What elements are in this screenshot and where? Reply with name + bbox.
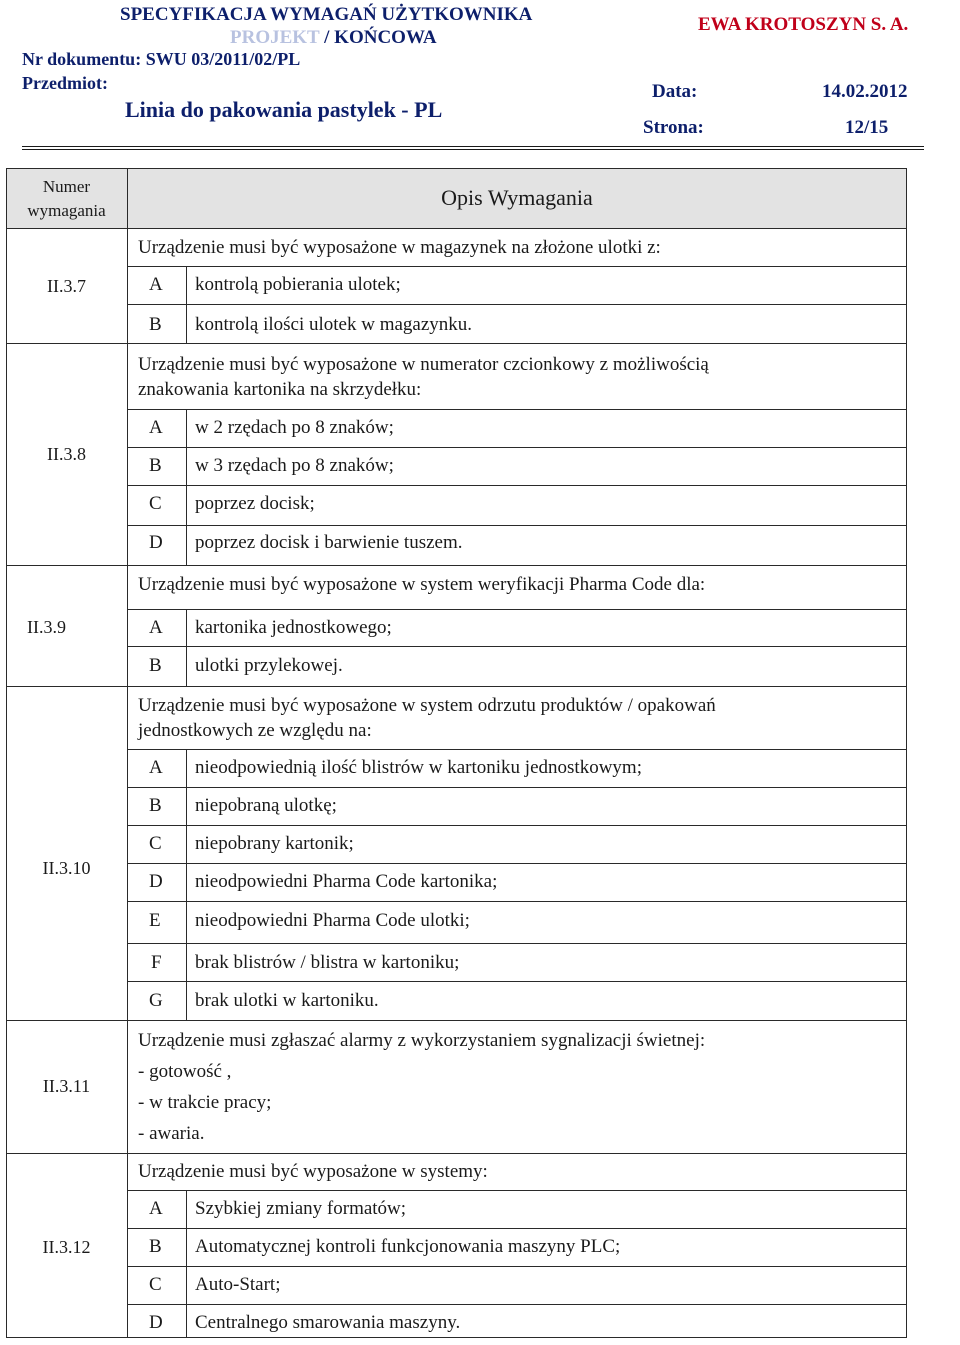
option-text: nieodpowiednią ilość blistrów w kartoniku jednostkowym; xyxy=(195,757,642,778)
option-text: Szybkiej zmiany formatów; xyxy=(195,1198,407,1219)
status-list-item: - w trakcie pracy; xyxy=(138,1092,272,1113)
column-header-description: Opis Wymagania xyxy=(127,168,907,228)
requirement-description: Urządzenie musi być wyposażone w numerator czcionkowy z możliwością xyxy=(138,354,709,375)
row-separator xyxy=(6,1020,907,1021)
option-separator xyxy=(127,943,907,944)
option-separator xyxy=(127,409,907,410)
option-text: niepobrany kartonik; xyxy=(195,833,354,854)
status-list-item: - awaria. xyxy=(138,1123,205,1144)
option-separator xyxy=(127,1228,907,1229)
option-letter: C xyxy=(149,833,162,854)
company-name: EWA KROTOSZYN S. A. xyxy=(698,14,909,35)
status-separator: / xyxy=(319,27,335,48)
date-value: 14.02.2012 xyxy=(822,81,908,102)
option-letter: E xyxy=(149,910,161,931)
column-header-number-line2: wymagania xyxy=(27,201,106,220)
requirement-number: II.3.7 xyxy=(47,276,86,296)
table-border xyxy=(6,168,907,169)
status-draft: PROJEKT xyxy=(230,27,320,48)
requirement-description: Urządzenie musi być wyposażone w systemy: xyxy=(138,1161,488,1182)
row-separator xyxy=(6,343,907,344)
option-separator xyxy=(127,646,907,647)
requirement-description: Urządzenie musi być wyposażone w system weryfikacji Pharma Code dla: xyxy=(138,574,706,595)
option-text: w 3 rzędach po 8 znaków; xyxy=(195,455,394,476)
date-label: Data: xyxy=(652,81,698,102)
letter-column-divider xyxy=(186,749,187,1020)
option-text: kartonika jednostkowego; xyxy=(195,617,392,638)
option-separator xyxy=(127,609,907,610)
requirement-number: II.3.9 xyxy=(27,617,66,637)
option-text: kontrolą pobierania ulotek; xyxy=(195,274,401,295)
option-letter: F xyxy=(151,952,162,973)
status-final: KOŃCOWA xyxy=(334,27,437,48)
status-list-item: - gotowość , xyxy=(138,1061,232,1082)
requirement-number: II.3.12 xyxy=(42,1237,91,1257)
option-letter: A xyxy=(149,757,163,778)
option-text: Centralnego smarowania maszyny. xyxy=(195,1312,461,1333)
subject-label: Przedmiot: xyxy=(22,73,108,93)
requirements-table xyxy=(6,168,907,1338)
option-letter: A xyxy=(149,274,163,295)
row-separator xyxy=(6,686,907,687)
option-letter: B xyxy=(149,314,162,335)
option-letter: D xyxy=(149,532,163,553)
requirement-description: Urządzenie musi być wyposażone w magazynek na złożone ulotki z: xyxy=(138,237,661,258)
requirement-number: II.3.11 xyxy=(42,1076,91,1096)
option-separator xyxy=(127,447,907,448)
option-letter: A xyxy=(149,417,163,438)
option-text: Auto-Start; xyxy=(195,1274,281,1295)
option-letter: C xyxy=(149,493,162,514)
table-border xyxy=(6,228,907,229)
option-letter: G xyxy=(149,990,163,1011)
option-letter: C xyxy=(149,1274,162,1295)
header-divider xyxy=(22,146,924,147)
option-separator xyxy=(127,266,907,267)
option-letter: B xyxy=(149,795,162,816)
option-separator xyxy=(127,485,907,486)
header-divider xyxy=(22,149,924,150)
option-separator xyxy=(127,787,907,788)
requirement-description: jednostkowych ze względu na: xyxy=(138,720,372,741)
option-separator xyxy=(127,825,907,826)
letter-column-divider xyxy=(186,1190,187,1337)
option-separator xyxy=(127,304,907,305)
document-title: SPECYFIKACJA WYMAGAŃ UŻYTKOWNIKA xyxy=(120,4,533,25)
document-header xyxy=(0,0,960,152)
option-separator xyxy=(127,525,907,526)
row-separator xyxy=(6,565,907,566)
option-separator xyxy=(127,981,907,982)
option-letter: B xyxy=(149,655,162,676)
option-text: poprzez docisk i barwienie tuszem. xyxy=(195,532,463,553)
document-number: Nr dokumentu: SWU 03/2011/02/PL xyxy=(22,49,301,69)
requirement-number: II.3.8 xyxy=(47,444,86,464)
option-separator xyxy=(127,1304,907,1305)
column-header-number-line1: Numer xyxy=(42,177,91,196)
letter-column-divider xyxy=(186,609,187,686)
option-separator xyxy=(127,1266,907,1267)
option-separator xyxy=(127,901,907,902)
page-label: Strona: xyxy=(643,117,704,138)
option-letter: A xyxy=(149,1198,163,1219)
option-separator xyxy=(127,863,907,864)
option-letter: D xyxy=(149,871,163,892)
option-text: poprzez docisk; xyxy=(195,493,315,514)
option-text: nieodpowiedni Pharma Code kartonika; xyxy=(195,871,498,892)
option-letter: D xyxy=(149,1312,163,1333)
document-status xyxy=(230,27,437,49)
requirement-description: znakowania kartonika na skrzydełku: xyxy=(138,379,422,400)
page-number: 12/15 xyxy=(845,117,889,138)
option-text: Automatycznej kontroli funkcjonowania maszyny PLC; xyxy=(195,1236,621,1257)
requirement-description: Urządzenie musi zgłaszać alarmy z wykorzystaniem sygnalizacji świetnej: xyxy=(138,1030,706,1051)
option-text: brak blistrów / blistra w kartoniku; xyxy=(195,952,460,973)
letter-column-divider xyxy=(186,266,187,343)
option-text: brak ulotki w kartoniku. xyxy=(195,990,379,1011)
option-letter: A xyxy=(149,617,163,638)
option-letter: B xyxy=(149,455,162,476)
option-separator xyxy=(127,749,907,750)
requirement-number: II.3.10 xyxy=(42,858,91,878)
row-separator xyxy=(6,1337,907,1338)
requirement-description: Urządzenie musi być wyposażone w system odrzutu produktów / opakowań xyxy=(138,695,716,716)
option-separator xyxy=(127,1190,907,1191)
option-letter: B xyxy=(149,1236,162,1257)
row-separator xyxy=(6,1153,907,1154)
subject-value: Linia do pakowania pastylek - PL xyxy=(125,97,443,122)
option-text: ulotki przylekowej. xyxy=(195,655,343,676)
column-header-number xyxy=(6,168,127,228)
option-text: nieodpowiedni Pharma Code ulotki; xyxy=(195,910,470,931)
option-text: kontrolą ilości ulotek w magazynku. xyxy=(195,314,473,335)
letter-column-divider xyxy=(186,409,187,565)
option-text: niepobraną ulotkę; xyxy=(195,795,337,816)
option-text: w 2 rzędach po 8 znaków; xyxy=(195,417,394,438)
